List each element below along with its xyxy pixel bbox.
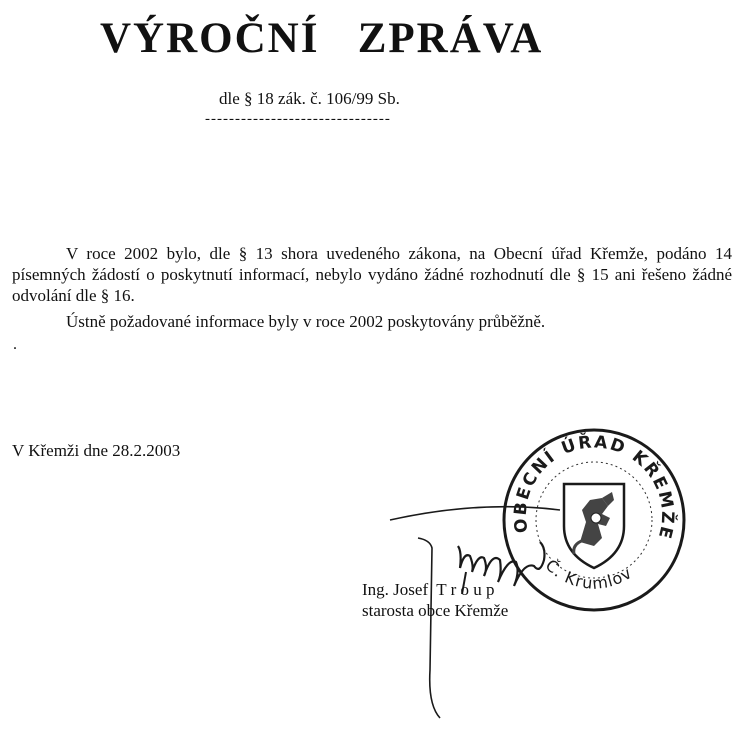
stray-mark: . xyxy=(13,336,17,353)
date-line: V Křemži dne 28.2.2003 xyxy=(12,441,181,460)
stamp-top-text: OBECNÍ ÚŘAD KŘEMŽE xyxy=(510,432,678,543)
separator-line: ------------------------------- xyxy=(205,111,391,127)
stamp-bottom-text: Č. Krumlov xyxy=(541,555,636,593)
report-paragraph-requests: V roce 2002 bylo, dle § 13 shora uvedeného zákona, na Obecní úřad Křemže, podáno 14 písemných žádostí o poskytnutí informací, nebylo vydáno žádné rozhodnutí dle § 15 ani řešeno žádné odvolání dle § 16. xyxy=(12,244,732,305)
document-title: VÝROČNÍ ZPRÁVA xyxy=(100,15,544,62)
legal-reference: dle § 18 zák. č. 106/99 Sb. xyxy=(219,89,400,108)
report-paragraph-oral: Ústně požadované informace byly v roce 2002 poskytovány průběžně. xyxy=(66,312,546,331)
signature-block xyxy=(362,579,508,621)
signer-name: Ing. Josef T r o u p xyxy=(362,580,495,599)
signer-role: starosta obce Křemže xyxy=(362,601,509,620)
